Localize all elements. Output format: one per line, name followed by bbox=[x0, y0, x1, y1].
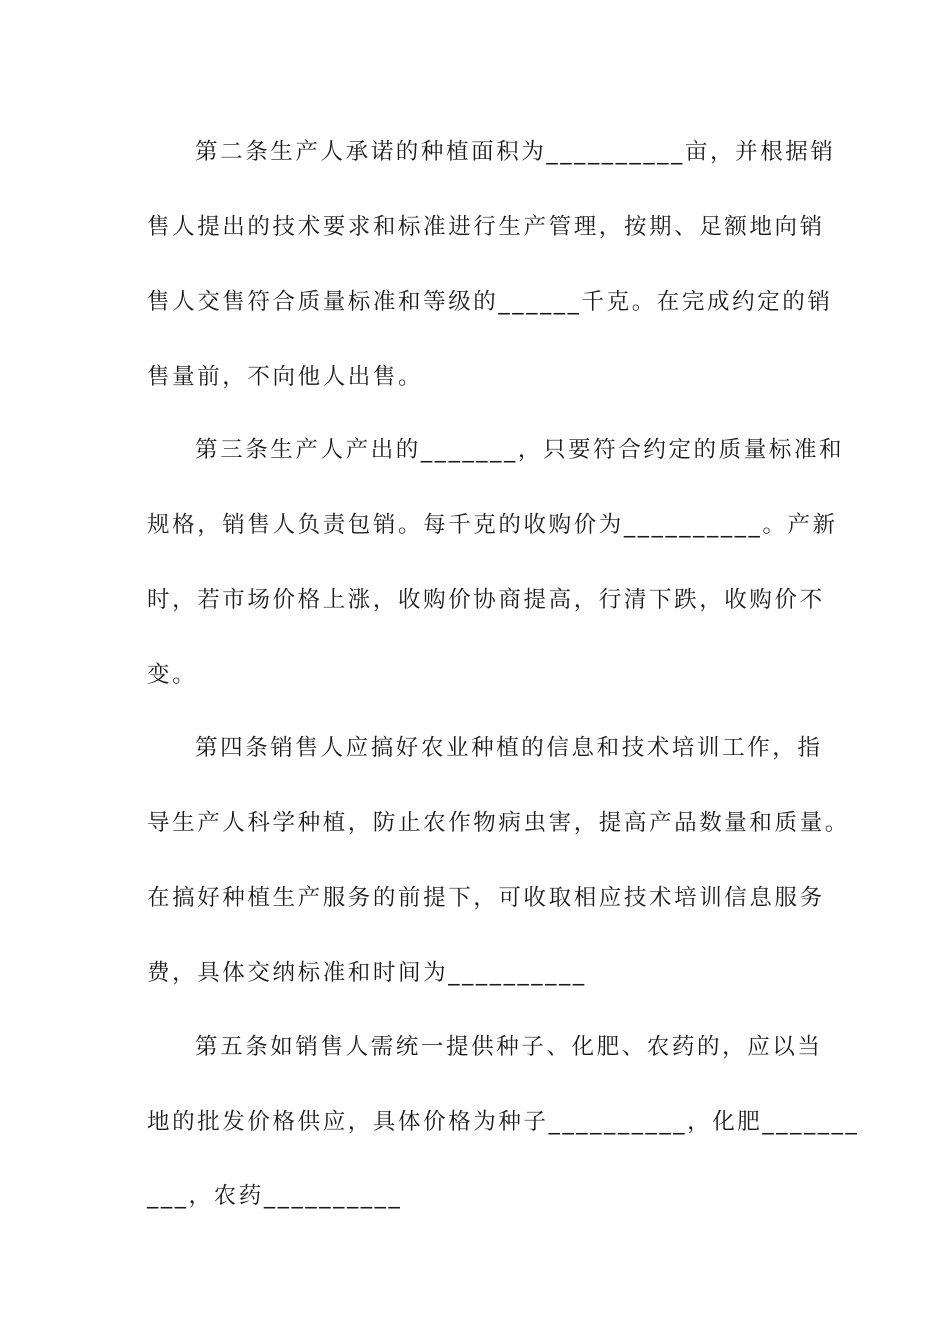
article-4-line-1: 第四条销售人应搞好农业种植的信息和技术培训工作，指 bbox=[195, 735, 823, 761]
article-2-line-4: 售量前，不向他人出售。 bbox=[147, 364, 424, 390]
article-3-line-3: 时，若市场价格上涨，收购价协商提高，行清下跌，收购价不 bbox=[147, 587, 825, 613]
article-3-line-2: 规格，销售人负责包销。每千克的收购价为__________。产新 bbox=[147, 512, 838, 538]
article-2-line-2: 售人提出的技术要求和标准进行生产管理，按期、足额地向销 bbox=[147, 214, 825, 240]
article-2-line-3: 售人交售符合质量标准和等级的______千克。在完成约定的销 bbox=[147, 289, 833, 315]
article-3-line-1: 第三条生产人产出的_______，只要符合约定的质量标准和 bbox=[195, 437, 845, 463]
article-4-line-2: 导生产人科学种植，防止农作物病虫害，提高产品数量和质量。 bbox=[147, 810, 850, 836]
article-2-line-1: 第二条生产人承诺的种植面积为__________亩，并根据销 bbox=[195, 139, 836, 165]
article-3-line-4: 变。 bbox=[147, 662, 198, 688]
article-4-line-4: 费，具体交纳标准和时间为__________ bbox=[147, 960, 587, 986]
article-4-line-3: 在搞好种植生产服务的前提下，可收取相应技术培训信息服务 bbox=[147, 885, 825, 911]
article-5-line-2: 地的批发价格供应，具体价格为种子__________，化肥_______ bbox=[147, 1109, 860, 1135]
article-5-line-1: 第五条如销售人需统一提供种子、化肥、农药的，应以当 bbox=[195, 1034, 823, 1060]
article-5-line-3: ___，农药__________ bbox=[147, 1183, 403, 1209]
